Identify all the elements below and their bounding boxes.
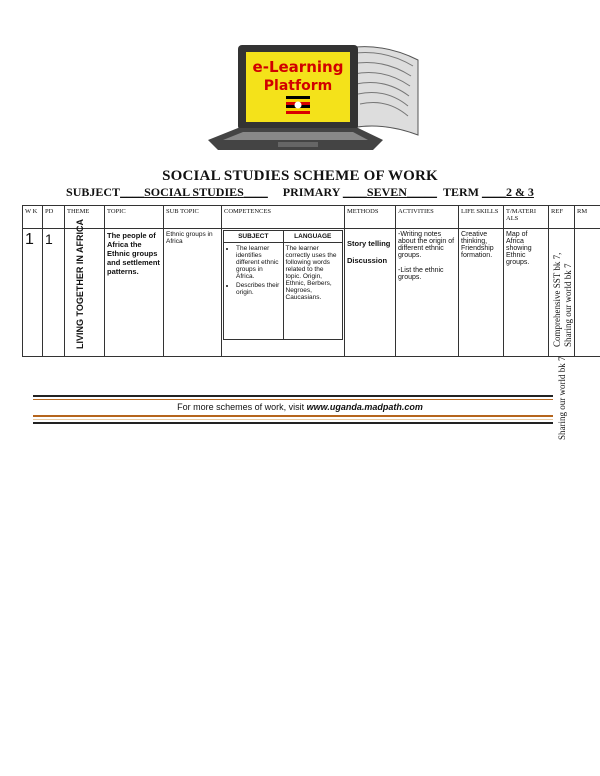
comp-subject-item: • The learner identifies different ethnic groups in Africa. <box>236 245 281 280</box>
cell-topic: The people of Africa the Ethnic groups and settlement patterns. <box>105 229 164 357</box>
cell-week: 1 <box>23 229 43 357</box>
footer-bars-top <box>33 395 553 402</box>
svg-text:Platform: Platform <box>263 78 333 94</box>
comp-language-cell: The learner correctly uses the following words related to the topic. Origin, Ethnic, Berbers, Negroes, Caucasians. <box>283 243 343 340</box>
cell-rm <box>575 229 600 357</box>
header-wk: W K <box>23 206 43 229</box>
e-learning-platform-logo <box>168 40 428 170</box>
ref-text-2: Sharing our world bk 7 <box>563 263 574 347</box>
footer-bars-bottom <box>33 415 553 426</box>
document-title: SOCIAL STUDIES SCHEME OF WORK <box>162 168 438 184</box>
header-topic: TOPIC <box>105 206 164 229</box>
table-header-row <box>23 206 600 229</box>
ref-text-overflow: Sharing our world bk 7 <box>557 356 567 440</box>
comp-subject-cell <box>224 243 284 340</box>
header-pd: PD <box>43 206 65 229</box>
header-competences: COMPETENCES <box>222 206 345 229</box>
method-story-telling: Story telling <box>347 239 391 248</box>
cell-methods <box>345 229 396 357</box>
ref-text-1: Comprehensive SST bk 7, <box>552 252 563 347</box>
header-ref: REF <box>549 206 575 229</box>
method-discussion: Discussion <box>347 256 388 265</box>
cell-materials: Map of Africa showing Ethnic groups. <box>504 229 549 357</box>
cell-period: 1 <box>43 229 65 357</box>
table-row <box>23 229 600 357</box>
header-theme: THEME <box>65 206 105 229</box>
header-life-skills: LIFE SKILLS <box>459 206 504 229</box>
activity-item: -List the ethnic groups. <box>398 267 444 281</box>
cell-activities <box>396 229 459 357</box>
cell-subtopic: Ethnic groups in Africa <box>164 229 222 357</box>
theme-text: LIVING TOGETHER IN AFRICA <box>75 218 85 349</box>
activity-item: -Writing notes about the origin of different ethnic groups. <box>398 231 455 259</box>
footer-text: For more schemes of work, visit www.uganda.madpath.com <box>177 402 423 412</box>
comp-language-head: LANGUAGE <box>283 231 343 243</box>
competences-table <box>223 230 343 340</box>
header-methods: METHODS <box>345 206 396 229</box>
header-materials: T/MATERI ALS <box>504 206 549 229</box>
header-subtopic: SUB TOPIC <box>164 206 222 229</box>
cell-competences <box>222 229 345 357</box>
cell-ref <box>549 229 575 357</box>
cell-theme <box>65 218 105 357</box>
footer-link[interactable]: www.uganda.madpath.com <box>306 402 423 412</box>
header-activities: ACTIVITIES <box>396 206 459 229</box>
comp-subject-item: • Describes their origin. <box>236 282 281 296</box>
svg-text:e-Learning: e-Learning <box>252 58 344 76</box>
subject-line: SUBJECT____SOCIAL STUDIES____ PRIMARY ____SEVEN_____ TERM ____2 & 3 <box>66 185 534 199</box>
comp-subject-head: SUBJECT <box>224 231 284 243</box>
header-rm: RM <box>575 206 600 229</box>
scheme-of-work-table <box>22 205 600 357</box>
cell-life-skills: Creative thinking, Friendship formation. <box>459 229 504 357</box>
uganda-flag-icon <box>286 96 310 114</box>
